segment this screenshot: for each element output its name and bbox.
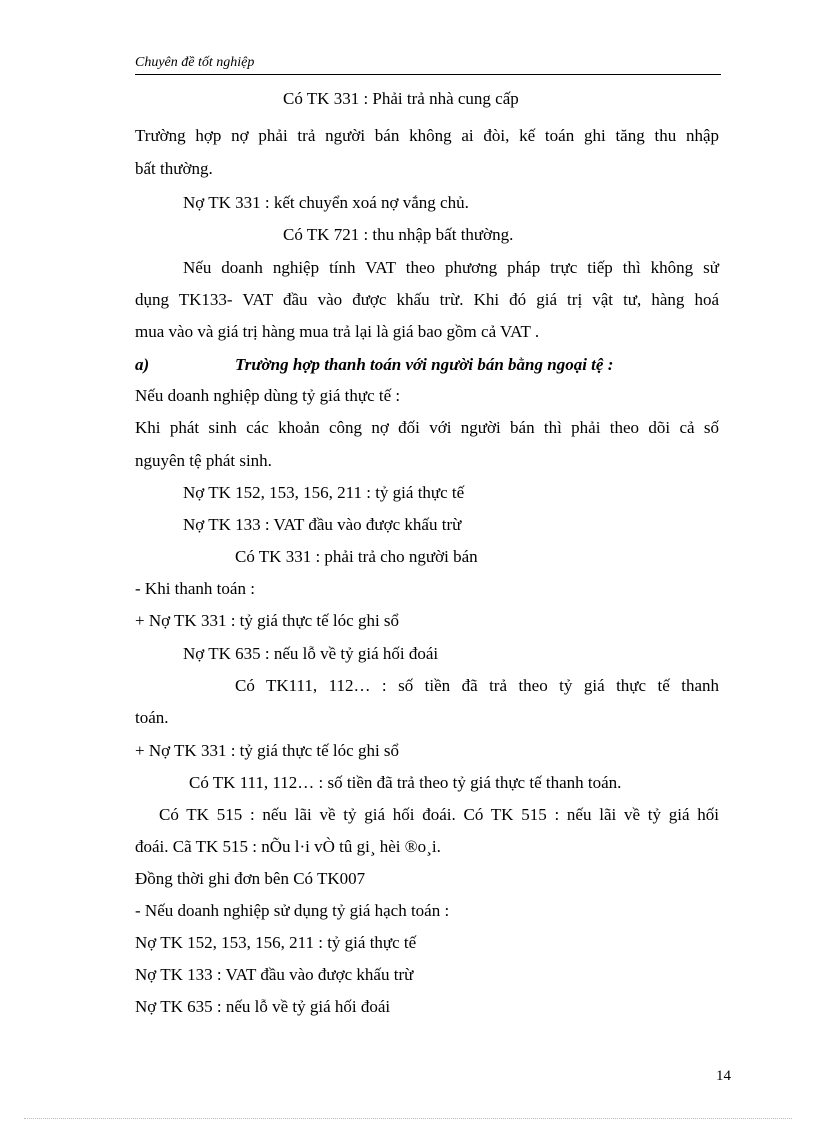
text-line: nguyên tệ phát sinh. (135, 451, 272, 470)
text-line: - Nếu doanh nghiệp sử dụng tỷ giá hạch toán : (135, 901, 450, 920)
text-line: Khi phát sinh các khoản công nợ đối với người bán thì phải theo dõi cả số (135, 418, 719, 437)
text-line: Nợ TK 635 : nếu lỗ về tỷ giá hối đoái (183, 644, 439, 663)
text-line: Có TK 515 : nếu lãi về tỷ giá hối đoái. Có TK 515 : nếu lãi về tỷ giá hối (159, 805, 719, 824)
text-line: Nếu doanh nghiệp tính VAT theo phương pháp trực tiếp thì không sử (183, 258, 719, 277)
page-header (135, 54, 721, 75)
text-line: mua vào và giá trị hàng mua trả lại là giá bao gồm cả VAT . (135, 322, 540, 341)
text-line: + Nợ TK 331 : tỷ giá thực tế lóc ghi sổ (135, 741, 400, 760)
text-line: toán. (135, 708, 169, 727)
text-line: dụng TK133- VAT đầu vào được khấu trừ. Khi đó giá trị vật tư, hàng hoá (135, 290, 719, 309)
text-line: Nợ TK 152, 153, 156, 211 : tỷ giá thực tế (183, 483, 465, 502)
text-line: Nợ TK 635 : nếu lỗ về tỷ giá hối đoái (135, 997, 391, 1016)
header-title: Chuyên đề tốt nghiệp (135, 55, 255, 70)
section-heading (135, 354, 719, 376)
text-line: đoái. Cã TK 515 : nÕu l·i vÒ tû gi¸ hèi ®o¸i. (135, 837, 441, 856)
text-line: + Nợ TK 331 : tỷ giá thực tế lóc ghi sổ (135, 611, 400, 630)
text-line: Có TK111, 112… : số tiền đã trả theo tỷ giá thực tế thanh (235, 676, 719, 695)
text-line: Có TK 721 : thu nhập bất thường. (283, 225, 514, 244)
text-line: Đồng thời ghi đơn bên Có TK007 (135, 869, 366, 888)
text-line: - Khi thanh toán : (135, 579, 255, 598)
page-bottom-divider (24, 1118, 792, 1119)
text-line: bất thường. (135, 159, 213, 178)
text-line: Nợ TK 133 : VAT đầu vào được khấu trừ (183, 515, 462, 534)
section-label: a) (135, 355, 150, 374)
text-line: Có TK 331 : phải trả cho người bán (235, 547, 478, 566)
text-line: Nợ TK 152, 153, 156, 211 : tỷ giá thực tế (135, 933, 417, 952)
text-line: Nợ TK 133 : VAT đầu vào được khấu trừ (135, 965, 414, 984)
section-title: Trường hợp thanh toán với người bán bằng ngoại tệ : (235, 355, 614, 374)
text-line: Có TK 331 : Phải trả nhà cung cấp (283, 89, 519, 108)
text-line: Trường hợp nợ phải trả người bán không ai đòi, kế toán ghi tăng thu nhập (135, 126, 719, 145)
text-line: Nếu doanh nghiệp dùng tỷ giá thực tế : (135, 386, 401, 405)
text-line: Nợ TK 331 : kết chuyển xoá nợ vắng chủ. (183, 193, 469, 212)
text-line: Có TK 111, 112… : số tiền đã trả theo tỷ giá thực tế thanh toán. (189, 773, 622, 792)
page-number: 14 (716, 1068, 731, 1084)
